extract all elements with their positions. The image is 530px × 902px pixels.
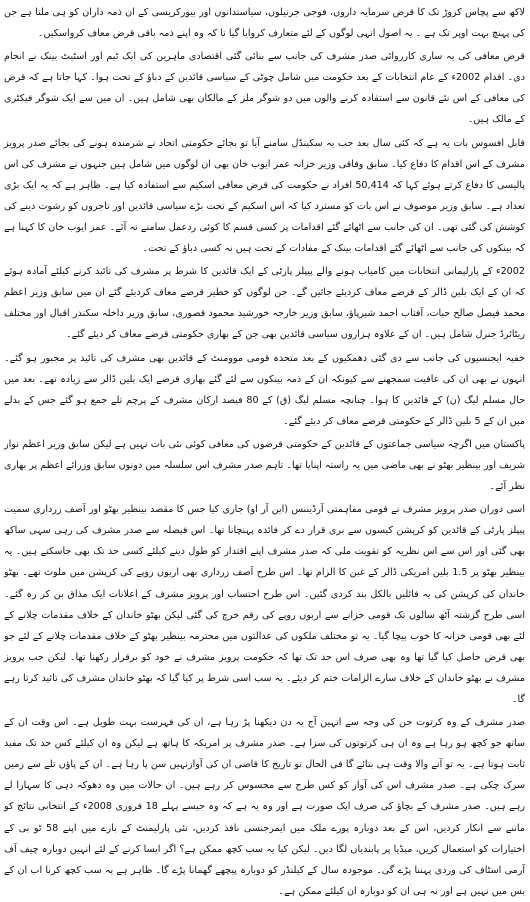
article-paragraph-7: اسی دوران صدر پرویز مشرف نے قومی مفاہمتی آرڈیننس (این آر او) جاری کیا جس کا مقصد بینظیر بھٹو اور آصف زرداری سمیت پیپلز پارٹی کے قائدین کو کرپشن کیسوں سے بری قرار دے کر فائدہ پہنچانا تھا۔ اس فیصلہ سے صدر مشرف کی رہی سہی ساکھ بھی گئی اور اس سے اس نظریہ کو تقویت ملی کہ صدر مشرف اپنے اقتدار کو طول دینے کیلئے کسی حد تک بھی جاسکتے ہیں۔ یہ بینظیر بھٹو پر 1.5 بلین امریکی ڈالر کے غبن کا الزام تھا۔ اس طرح آصف زرداری بھی اربوں روپے کی کرپشن میں ملوث تھے۔ بھٹو خاندان کی کرپشن کی یہ فائلیں بالکل بند کردی گئیں۔ اس طرح احتساب اور پرویز مشرف کے اعلانات ایک مذاق بن کر رہ گئے۔ اسی طرح گزشتہ آٹھ سالوں تک قومی خزانے سے اربوں روپے کی رقم خرچ کی گئی لیکن بھٹو خاندان کے خلاف مقدمات چلانے کے لئے بھی قومی خزانہ کا خوب بیچا گیا۔ یہ تو مختلف ملکوں کی عدالتوں میں محترمہ بینظیر بھٹو کے خلاف مقدمات چلانے کے لئے جو بھی قرض حاصل کیا گیا تھا وہ بھی صرف اس حد تک تھا کہ حکومت پرویز مشرف نے خود کو برقرار رکھنا تھا۔ لیکن جب پرویز مشرف نے بھٹو خاندان کے خلاف سارے الزامات ختم کر دیئے۔ یہ سب اسی شرط پر کیا گیا کہ بھٹو خاندان مشرف کی تائید کرتا رہے گا۔ (4, 504, 525, 705)
article-paragraph-1: لاکھ سے پچاس کروڑ تک کا قرض سرمایہ داروں، فوجی جرنیلوں، سیاستدانوں اور بیورکریسی کے ان ذمہ داران کو ہی ملتا ہے جن کی پہنچ بہت اوپر تک ہے ۔ یہ اصول انہی لوگوں کے لئے متعارف کروایا گیا تا کہ وہ اپنے ذمہ باقی قرض معاف کرواسکیں۔ (4, 7, 525, 40)
article-paragraph-6: پاکستان میں اگرچہ سیاسی جماعتوں کے قائدین کے حکومتی قرضوں کی معافی کوئی نئی بات نہیں ہے لیکن سابق وزیر اعظم نواز شریف اور بینظیر بھٹو نے بھی ماضی میں یہ راستہ اپنایا تھا۔ تاہم صدر مشرف اس سلسلہ میں دونوں سابق وزرائے اعظم پر بھاری نظر آئے۔ (4, 438, 525, 493)
article-paragraph-3: قابل افسوس بات یہ ہے کہ کئی سال بعد جب یہ سکینڈل سامنے آیا تو بجائے حکومتی اتحاد نے شرمندہ ہونے کی بجائے صدر پرویز مشرف کے اس اقدام کا دفاع کیا۔ سابق وفاقی وزیر خزانہ عمر ایوب خان بھی ان لوگوں میں شامل ہیں جنہوں نے مشرف کی اس پالیسی کا دفاع کرتے ہوئے کہا کہ 50,414 افراد نے حکومت کی قرض معافی اسکیم سے استفادہ کیا ہے۔ ظاہر ہے کہ یہ ایک بڑی تعداد ہے۔ سابق وزیر موصوف نے اس بات کو مسترد کیا کہ اس اسکیم کے تحت بڑے سیاسی قائدین اور تاجروں کو رشوت دینے کی کوشش کی گئی تھی۔ ان کی جانب سے اٹھائے گئے اقدامات پر کسی قسم کا کوئی ردعمل سامنے نہ آئے۔ عمر ایوب خان کا کہنا ہے کہ بینکوں کی جانب سے اٹھائے گئے اقدامات بینک کے مفادات کے تحت ہیں نہ کسی دباؤ کے تحت۔ (4, 137, 525, 255)
article-paragraph-2: قرض معافی کی یہ ساری کارروائی صدر مشرف کی جانب سے بنائی گئی اقتصادی ماہرین کی ایک ٹیم اور اسٹیٹ بینک نے انجام دی۔ اقدام 2002ء کے عام انتخابات کے بعد حکومت میں شامل چوٹی کے سیاسی قائدین کے دباؤ کے تحت ہوا۔ کہا جاتا ہے کہ قرض کی معافی کے اس نئے قانون سے استفادہ کرنے والوں میں دو شوگر ملز کے مالکان بھی شامل ہیں۔ ان میں سے ایک شوگر فیکٹری کے مالک ہیں۔ (4, 51, 525, 126)
article-paragraph-4: 2002ء کے پارلیمانی انتخابات میں کامیاب ہونے والے پیپلز پارٹی کے ایک قائدین کا شرط پر مشرف کی تائید کرنے کیلئے آمادہ ہوئے کہ ان کے ایک بلین ڈالر کے قرضے معاف کردیئے جائیں گے۔ جن لوگوں کو خطیر قرضے معاف کردیئے گئے ان میں سابق وزیر اعظم محمد فیصل صالح حیات، آفتاب احمد شیرپاؤ، سابق وزیر خارجہ خورشید محمود قصوری، سابق وزیر داخلہ سکندر اقبال اور مختلف ریٹائرڈ جنرل شامل ہیں۔ ان کے علاوہ ہزاروں سیاسی قائدین بھی جن کے بھاری حکومتی قرضے معاف کر دیئے گئے۔ (4, 266, 525, 341)
article-paragraph-8: صدر مشرف کے وہ کرتوت جن کی وجہ سے انہیں آج یہ دن دیکھنا پڑ رہا ہے، ان کی فہرست بہت طویل ہے۔ اس وقت ان کے ساتھ جو کچھ ہو رہا ہے وہ ان ہی کرتوتوں کی سزا ہے۔ صدر مشرف پر امریکہ کا ہاتھ ہے لیکن وہ ان کیلئے کس حد تک مفید ثابت ہوتا ہے۔ یہ تو آنے والا وقت ہی بتائے گا فی الحال تو تاریخ کا قاضی ان کی آوازنہیں سن پا رہا ہے۔ ان کے پاؤں تلے سے زمین سرک چکی ہے۔ صدر مشرف اس کی آواز کو کس طرح سے محسوس کر رہے ہیں۔ ان حالات میں وہ دھوکہ دہی کا سہارا لے رہے ہیں۔ صدر مشرف کے بچاؤ کی صرف ایک صورت ہے اور وہ یہ ہے کہ وہ جیسے پہلے 18 فروری 2008ء کے انتخابی نتائج کو ماننے سے انکار کردیں، اس کے بعد دوبارہ پورے ملک میں ایمرجنسی نافذ کردیں، نئی پارلیمنٹ کے بارے میں اپنے 58 ٹو بی کے اختیارات کو استعمال کریں، میڈیا پر پابندیاں لگا دیں۔ لیکن کیا یہ سب کچھ ممکن ہے؟ اگر ایسا کرنے کے لئے انہیں دوبارہ چیف آف آرمی اسٹاف کی وردی پہننا پڑے گی۔ موجودہ سال کے کیلنڈر کو دوبارہ پیچھے گھمانا پڑے گا۔ ظاہر ہے یہ سب کچھ کرنا اب ان کے بس میں نہیں ہے اور نہ ہی ان کو دوبارہ ان کیلئے ممکن ہے۔ (4, 717, 525, 897)
article-paragraph-5: خفیہ ایجنسیوں کی جانب سے دی گئی دھمکیوں کے بعد متحدہ قومی موومنٹ کے قائدین بھی مشرف کی تائید پر مجبور ہو گئے۔ انہوں نے بھی ان کی عافیت سمجھنے سے کیونکہ ان کے ذمہ بینکوں سے لئے گئے بھاری قرضے ایک بلین ڈالر سے زیادہ تھے۔ بعد میں حال مسلم لیگ (ن) کے قائدین کا ہوا۔ چنانچہ مسلم لیگ (ق) کے 80 فیصد ارکان مشرف کے پرچم تلے جمع ہو گئے جس کے بدلے میں ان کے 5 بلین ڈالر کے حکومتی قرضے معاف کر دیئے گئے۔ (4, 352, 525, 427)
